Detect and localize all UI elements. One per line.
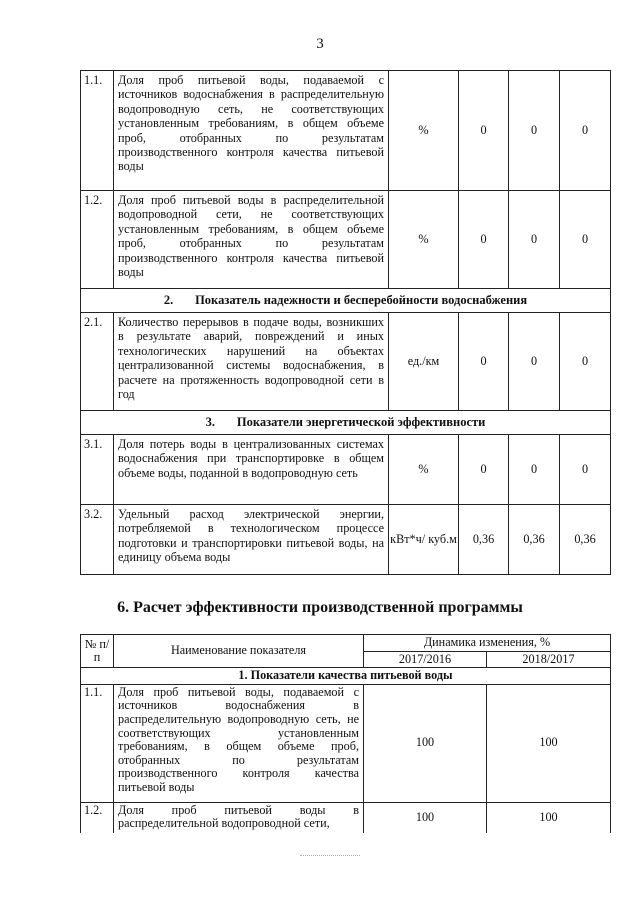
value-cell: 0 <box>459 435 509 505</box>
indicator-name: Доля проб питьевой воды в распределительной водопроводной сети, не соответствующих установленным требованиям, в общем объеме проб, отобранных по результатам производственного контроля качества питьевой воды <box>114 191 389 289</box>
section-6-title: 6. Расчет эффективности производственной программы <box>117 599 523 616</box>
table-row <box>81 505 611 575</box>
header-row <box>81 635 611 652</box>
table-row <box>81 435 611 505</box>
value-cell: 0 <box>459 191 509 289</box>
section-number: 3. <box>205 414 216 429</box>
indicators-table <box>80 70 611 575</box>
header-period-1: 2017/2016 <box>364 651 487 668</box>
row-number: 3.1. <box>81 435 114 505</box>
value-cell: 0 <box>560 435 611 505</box>
indicator-name: Удельный расход электрической энергии, потребляемой в технологическом процессе подготовки и транспортировки питьевой воды, на единицу объема воды <box>114 505 389 575</box>
row-number: 1.1. <box>81 684 114 802</box>
row-number: 1.2. <box>81 191 114 289</box>
table-row <box>81 802 611 833</box>
section-title: Показатель надежности и бесперебойности водоснабжения <box>195 292 528 307</box>
section-title: Показатели энергетической эффективности <box>236 414 486 429</box>
value-cell: 0,36 <box>509 505 560 575</box>
table-row <box>81 684 611 802</box>
value-cell: 0,36 <box>560 505 611 575</box>
section-row <box>81 411 611 435</box>
page-divider <box>300 855 360 856</box>
value-cell: 0 <box>560 71 611 191</box>
row-number: 3.2. <box>81 505 114 575</box>
section-heading <box>81 411 611 435</box>
row-number: 1.1. <box>81 71 114 191</box>
value-cell: 100 <box>487 802 611 833</box>
value-cell: 0 <box>459 313 509 411</box>
value-cell: 0 <box>509 435 560 505</box>
value-cell: 0 <box>509 191 560 289</box>
table-row <box>81 313 611 411</box>
unit-cell: % <box>389 435 459 505</box>
value-cell: 0,36 <box>459 505 509 575</box>
page-number: 3 <box>316 36 324 52</box>
unit-cell: ед./км <box>389 313 459 411</box>
unit-cell: % <box>389 71 459 191</box>
row-number: 1.2. <box>81 802 114 833</box>
table-row <box>81 191 611 289</box>
efficiency-table <box>80 634 611 833</box>
indicator-name: Доля потерь воды в централизованных системах водоснабжения при транспортировке в общем объеме воды, поданной в водопроводную сеть <box>114 435 389 505</box>
value-cell: 0 <box>509 313 560 411</box>
indicator-name: Доля проб питьевой воды в распределительной водопроводной сети, <box>114 802 364 833</box>
header-number: № п/п <box>81 635 114 668</box>
header-dynamics: Динамика изменения, % <box>364 635 611 652</box>
indicator-name: Количество перерывов в подаче воды, возникших в результате аварий, повреждений и иных технологических нарушений на объектах централизованной системы водоснабжения, в расчете на протяженность водопроводной сети в год <box>114 313 389 411</box>
header-period-2: 2018/2017 <box>487 651 611 668</box>
section-heading: 1. Показатели качества питьевой воды <box>81 668 611 685</box>
indicator-name: Доля проб питьевой воды, подаваемой с источников водоснабжения в распределительную водопроводную сеть, не соответствующих установленным требованиям, в общем объеме проб, отобранных по результатам производственного контроля качества питьевой воды <box>114 684 364 802</box>
value-cell: 100 <box>364 684 487 802</box>
table-row <box>81 71 611 191</box>
section-number: 2. <box>163 292 174 307</box>
value-cell: 0 <box>459 71 509 191</box>
value-cell: 0 <box>560 313 611 411</box>
section-heading <box>81 289 611 313</box>
value-cell: 100 <box>364 802 487 833</box>
row-number: 2.1. <box>81 313 114 411</box>
value-cell: 100 <box>487 684 611 802</box>
value-cell: 0 <box>509 71 560 191</box>
unit-cell: % <box>389 191 459 289</box>
section-row <box>81 289 611 313</box>
unit-cell: кВт*ч/ куб.м <box>389 505 459 575</box>
section-row <box>81 668 611 685</box>
value-cell: 0 <box>560 191 611 289</box>
header-indicator-name: Наименование показателя <box>114 635 364 668</box>
indicator-name: Доля проб питьевой воды, подаваемой с источников водоснабжения в распределительную водопроводную сеть, не соответствующих установленным требованиям, в общем объеме проб, отобранных по результатам производственного контроля качества питьевой воды <box>114 71 389 191</box>
